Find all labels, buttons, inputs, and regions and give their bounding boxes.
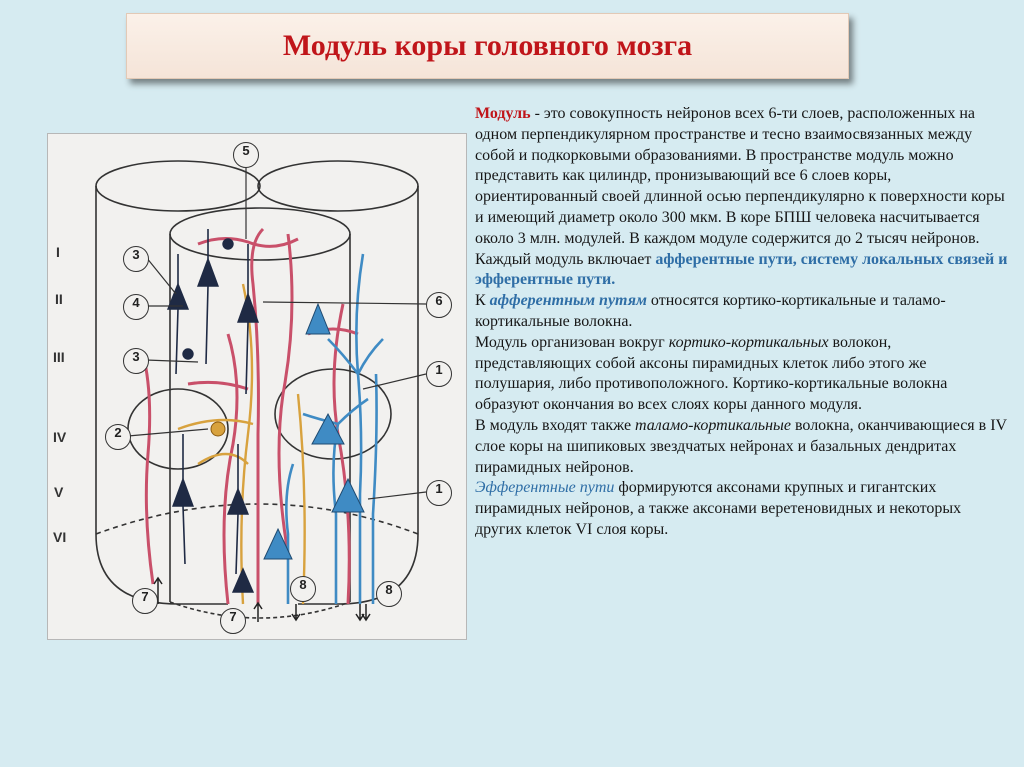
callout-8: 8 bbox=[376, 581, 402, 607]
thalamo-text: волокна, оканчивающиеся в IV слое коры на шипиковых звездчатых нейронах и базальных дендритах пирамидных нейронов. bbox=[475, 416, 1007, 476]
efferent-text: формируются аксонами крупных и гигантских пирамидных нейронов, а также аксонами веретеновидных и некоторых других клеток VI слоя коры. bbox=[475, 479, 962, 538]
thalamo-lead: В модуль входят также bbox=[475, 416, 636, 434]
callout-3: 3 bbox=[123, 348, 149, 374]
afferent-text: относятся кортико-кортикальные и таламо-кортикальные волокна. bbox=[475, 292, 946, 330]
callout-leaders bbox=[128, 167, 426, 499]
callout-2: 2 bbox=[105, 424, 131, 450]
callout-4: 4 bbox=[123, 294, 149, 320]
layer-label: IV bbox=[53, 429, 67, 445]
cortico-text: волокон, представляющих собой аксоны пирамидных клеток либо этого же полушария, либо противоположного. Кортико-кортикальные волокна образуют окончания во всех слоях коры данного модуля. bbox=[475, 333, 948, 414]
bottom-arrows bbox=[154, 578, 370, 622]
title-box bbox=[126, 13, 849, 79]
stellate-neuron bbox=[211, 422, 225, 436]
definition-text: - это совокупность нейронов всех 6-ти слоев, расположенных на одном перпендикулярном пространстве и тесно взаимосвязанных между собой и подкорковыми образованиями. В пространстве модуль можно представить как цилиндр, пронизывающий все 6 слоев коры, ориентированный своей длинной осью перпендикулярно к поверхности коры и имеющий диаметр около 300 мкм. В коре БПШ человека насчитывается около 3 млн. модулей. В каждом модуле содержится до 2 тысяч нейронов. Каждый модуль включает bbox=[475, 105, 1005, 268]
layer-label: VI bbox=[53, 529, 67, 545]
layer-label: III bbox=[53, 349, 65, 365]
paragraph-thalamo bbox=[475, 416, 1010, 478]
callout-1: 1 bbox=[426, 480, 452, 506]
paragraph-afferent bbox=[475, 291, 1010, 333]
paragraph-efferent bbox=[475, 478, 1010, 540]
callout-3: 3 bbox=[123, 246, 149, 272]
thalamo-term: таламо-кортикальные bbox=[635, 416, 791, 434]
cortex-module-figure bbox=[47, 133, 467, 640]
layer-label: I bbox=[56, 244, 60, 260]
cortico-term: кортико-кортикальных bbox=[668, 333, 829, 351]
cortico-lead: Модуль организован вокруг bbox=[475, 333, 669, 351]
slide-title: Модуль коры головного мозга bbox=[282, 29, 693, 62]
callout-7: 7 bbox=[132, 588, 158, 614]
highlight-components: афферентные пути, систему локальных связей и эфферентные пути. bbox=[475, 250, 1008, 289]
callout-5: 5 bbox=[233, 142, 259, 168]
cortex-module-diagram bbox=[48, 134, 466, 639]
highlight-efferent: Эфферентные пути bbox=[475, 479, 615, 497]
callout-1: 1 bbox=[426, 361, 452, 387]
layer-label: V bbox=[54, 484, 64, 500]
afferent-lead: К bbox=[475, 292, 490, 310]
term-module: Модуль bbox=[475, 105, 531, 122]
layer-label: II bbox=[55, 291, 63, 307]
callout-8: 8 bbox=[290, 576, 316, 602]
paragraph-cortico bbox=[475, 333, 1010, 416]
callout-6: 6 bbox=[426, 292, 452, 318]
callout-7: 7 bbox=[220, 608, 246, 634]
highlight-afferent: афферентным путям bbox=[489, 292, 647, 310]
paragraph-definition bbox=[475, 104, 1010, 291]
body-text bbox=[475, 104, 1010, 541]
